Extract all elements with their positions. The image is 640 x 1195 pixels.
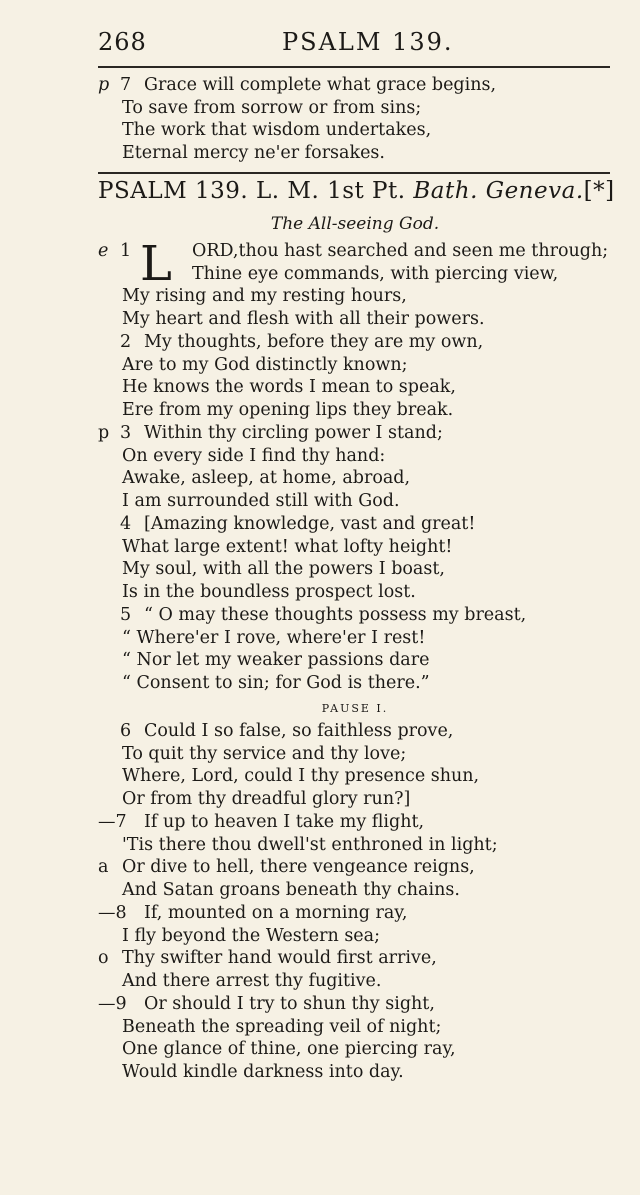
verse-line	[98, 1038, 618, 1061]
verse-text: Or should I try to shun thy sight,	[144, 994, 435, 1014]
verse-line	[98, 490, 618, 513]
verse-text: I fly beyond the Western sea;	[122, 925, 380, 946]
verse-line	[98, 536, 618, 559]
verse-line	[98, 422, 618, 445]
verse-text: On every side I find thy hand:	[122, 445, 386, 466]
stanza-4	[98, 513, 618, 603]
stanza-1	[98, 236, 618, 330]
verse-text: And there arrest thy fugitive.	[122, 970, 382, 991]
verse-text: ORD,thou hast searched and seen me through;	[192, 241, 609, 261]
verse-line	[98, 581, 618, 604]
verse-line	[98, 765, 618, 788]
verse-line	[98, 399, 618, 422]
verse-text: To save from sorrow or from sins;	[122, 97, 422, 118]
pause-marker: PAUSE I.	[321, 702, 389, 715]
stanza-number: 1	[120, 241, 132, 261]
drop-cap: L	[140, 236, 172, 292]
dynamic-mark: e	[98, 241, 109, 261]
verse-line	[98, 119, 618, 142]
hymn-title	[98, 178, 615, 204]
verse-text: He knows the words I mean to speak,	[122, 377, 456, 398]
verse-line	[98, 649, 618, 672]
verse-text: “ Nor let my weaker passions dare	[122, 650, 430, 671]
verse-line	[98, 1061, 618, 1084]
verse-line	[98, 743, 618, 766]
stanza-number: 5	[120, 605, 132, 625]
verse-line	[98, 263, 618, 286]
verse-text: Thy swifter hand would first arrive,	[122, 948, 437, 969]
verse-text: “ Consent to sin; for God is there.”	[122, 672, 430, 693]
verse-text: [Amazing knowledge, vast and great!	[144, 514, 476, 534]
verse-text: Awake, asleep, at home, abroad,	[122, 468, 411, 489]
dynamic-mark: p	[98, 423, 110, 443]
verse-text: My thoughts, before they are my own,	[144, 332, 484, 352]
verse-text: Or dive to hell, there vengeance reigns,	[122, 857, 475, 878]
stanza-2	[98, 331, 618, 421]
verse-text: “ O may these thoughts possess my breast,	[144, 605, 527, 625]
verse-text: Or from thy dreadful glory run?]	[122, 788, 411, 809]
verse-text: My rising and my resting hours,	[122, 286, 407, 307]
stanza-5	[98, 604, 618, 694]
stanza-number: 2	[120, 332, 132, 352]
verse-line	[98, 97, 618, 120]
tune-names: Bath. Geneva.	[413, 178, 584, 204]
verse-text: Are to my God distinctly known;	[122, 354, 408, 375]
stanza-7	[98, 811, 618, 901]
stanza-number: 4	[120, 514, 132, 534]
verse-line	[98, 811, 618, 834]
verse-text: One glance of thine, one piercing ray,	[122, 1039, 456, 1060]
verse-text: Where, Lord, could I thy presence shun,	[122, 766, 480, 787]
verse-text: And Satan groans beneath thy chains.	[122, 879, 460, 900]
verse-text: If up to heaven I take my flight,	[144, 812, 425, 832]
verse-line	[98, 467, 618, 490]
stanza-6	[98, 720, 618, 810]
stanza-number: —8	[98, 903, 127, 923]
dynamic-mark: p	[98, 75, 110, 95]
verse-line	[98, 354, 618, 377]
page-number: 268	[98, 28, 147, 56]
verse-line	[98, 856, 618, 879]
verse-line	[98, 993, 618, 1016]
hymn-subtitle: The All-seeing God.	[270, 214, 440, 234]
verse-text: Could I so false, so faithless prove,	[144, 721, 454, 741]
stanza-number: —9	[98, 994, 127, 1014]
verse-line	[98, 142, 618, 165]
verse-line	[98, 331, 618, 354]
verse-line	[98, 74, 618, 97]
stanza-8	[98, 902, 618, 992]
header-rule	[98, 66, 610, 68]
verse-line	[98, 376, 618, 399]
verse-line	[98, 604, 618, 627]
hymn-reference: [*]	[583, 178, 615, 204]
hymn-heading: PSALM 139. L. M. 1st Pt.	[98, 178, 406, 204]
verse-line	[98, 558, 618, 581]
verse-text: What large extent! what lofty height!	[122, 536, 453, 557]
section-rule	[98, 172, 610, 174]
verse-text: If, mounted on a morning ray,	[144, 903, 408, 923]
verse-line	[98, 672, 618, 695]
running-head: PSALM 139.	[282, 28, 454, 56]
stanza-3	[98, 422, 618, 512]
verse-text: Eternal mercy ne'er forsakes.	[122, 142, 385, 163]
verse-text: Within thy circling power I stand;	[144, 423, 443, 443]
previous-stanza-7	[98, 74, 618, 164]
verse-text: “ Where'er I rove, where'er I rest!	[122, 627, 426, 648]
verse-text: Would kindle darkness into day.	[122, 1061, 404, 1082]
verse-text: Beneath the spreading veil of night;	[122, 1016, 442, 1037]
stanza-number: 7	[120, 75, 132, 95]
verse-line	[98, 788, 618, 811]
verse-line	[98, 445, 618, 468]
verse-line	[98, 627, 618, 650]
verse-line	[98, 720, 618, 743]
verse-text: 'Tis there thou dwell'st enthroned in light;	[122, 834, 498, 855]
stanza-number: 3	[120, 423, 132, 443]
verse-line	[98, 834, 618, 857]
stanza-9	[98, 993, 618, 1083]
verse-line	[98, 970, 618, 993]
stanza-number: —7	[98, 812, 127, 832]
verse-text: The work that wisdom undertakes,	[122, 120, 432, 141]
verse-text: My heart and flesh with all their powers.	[122, 308, 485, 329]
verse-text: Thine eye commands, with piercing view,	[192, 263, 559, 284]
verse-text: My soul, with all the powers I boast,	[122, 559, 445, 580]
verse-text: Is in the boundless prospect lost.	[122, 581, 416, 602]
verse-line	[98, 902, 618, 925]
verse-line	[98, 285, 618, 308]
dynamic-mark: o	[98, 948, 109, 969]
verse-text: To quit thy service and thy love;	[122, 743, 407, 764]
verse-text: Grace will complete what grace begins,	[144, 75, 497, 95]
verse-text: Ere from my opening lips they break.	[122, 399, 454, 420]
verse-line	[98, 947, 618, 970]
dynamic-mark: a	[98, 857, 109, 878]
verse-line	[98, 1016, 618, 1039]
verse-line	[98, 925, 618, 948]
verse-line	[98, 879, 618, 902]
stanza-number: 6	[120, 721, 132, 741]
verse-line	[98, 513, 618, 536]
page-header	[98, 28, 610, 62]
verse-text: I am surrounded still with God.	[122, 490, 400, 511]
verse-line	[98, 240, 618, 263]
verse-line	[98, 308, 618, 331]
